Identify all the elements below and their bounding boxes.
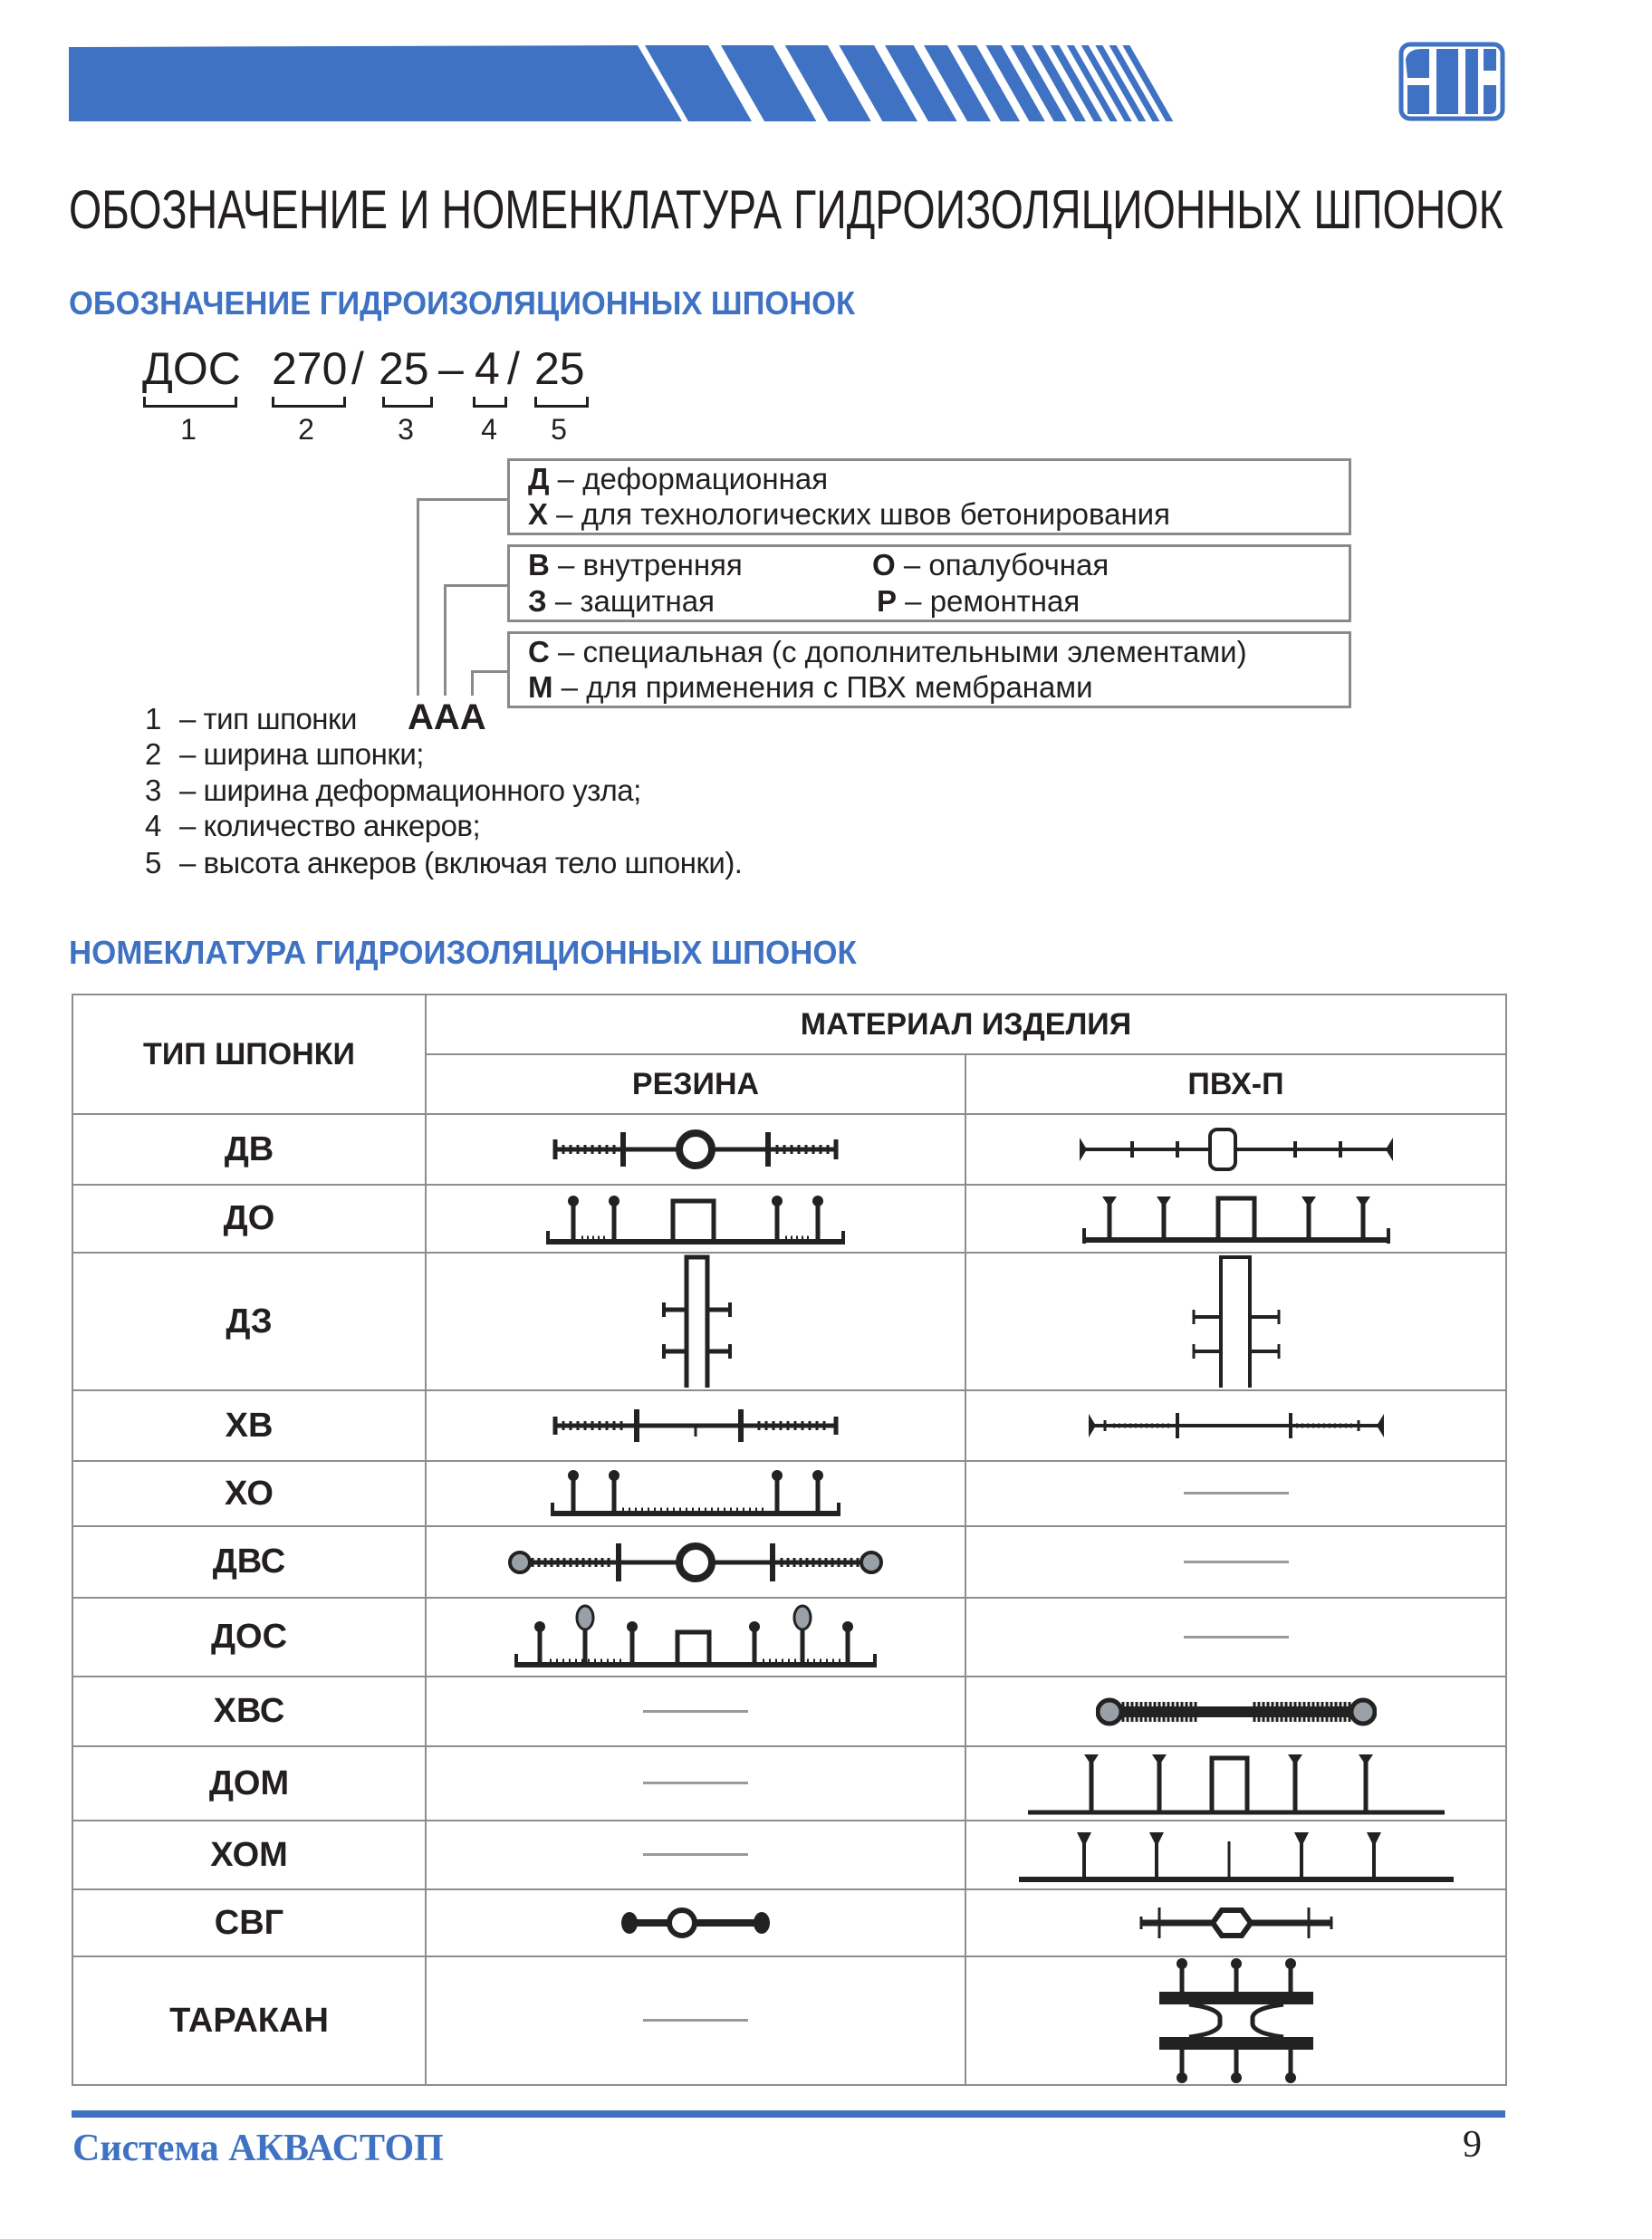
nomenclature-table: [72, 994, 1507, 2086]
profile-cell-rubber: [426, 1253, 965, 1390]
code-part-width: 270: [272, 343, 348, 394]
profile-drawing-pvc: [966, 1398, 1505, 1453]
profile-drawing-rubber: [427, 1118, 965, 1181]
col-header-material: МАТЕРИАЛ ИЗДЕЛИЯ: [426, 995, 1506, 1054]
not-available-dash: [643, 1710, 748, 1713]
profile-drawing-rubber: [427, 1187, 965, 1251]
legend-item: 2 – ширина шпонки;: [145, 737, 424, 771]
table-row: [72, 1956, 1506, 2085]
legend-item: 3 – ширина деформационного узла;: [145, 774, 641, 807]
type-code-placeholder: ААА: [408, 697, 486, 737]
profile-cell-rubber: [426, 1526, 965, 1598]
row-type: ХО: [72, 1461, 426, 1526]
col-header-type: ТИП ШПОНКИ: [72, 995, 426, 1114]
profile-drawing-rubber: [427, 1398, 965, 1453]
bracket: [534, 397, 589, 408]
box-line: Р – ремонтная: [877, 584, 1081, 618]
box-line: В – внутренняя: [528, 548, 743, 581]
profile-drawing-pvc: [966, 1689, 1505, 1735]
profile-cell-rubber: [426, 1461, 965, 1526]
not-available-dash: [1184, 1561, 1289, 1563]
code-dash: –: [438, 343, 464, 394]
bracket: [143, 397, 237, 408]
profile-drawing-pvc: [966, 1118, 1505, 1181]
type-letter-box-1: [507, 458, 1351, 535]
nomenclature-heading: НОМЕКЛАТУРА ГИДРОИЗОЛЯЦИОННЫХ ШПОНОК: [69, 934, 857, 971]
page-title: ОБОЗНАЧЕНИЕ И НОМЕНКЛАТУРА ГИДРОИЗОЛЯЦИОННЫХ ШПОНОК: [69, 179, 1503, 240]
profile-cell-pvc: [965, 1821, 1506, 1889]
bracket: [272, 397, 346, 408]
table-row: [72, 1821, 1506, 1889]
legend-item: 5 – высота анкеров (включая тело шпонки).: [145, 846, 743, 879]
code-separator: /: [351, 343, 364, 394]
table-row: [72, 1253, 1506, 1390]
box-line: З – защитная: [528, 584, 716, 618]
profile-drawing-pvc: [966, 1900, 1505, 1946]
type-letter-box-2: [507, 544, 1351, 622]
code-part-joint-width: 25: [379, 343, 429, 394]
footer-rule: [72, 2110, 1505, 2118]
code-part-anchor-height: 25: [534, 343, 585, 394]
profile-drawing-rubber: [427, 1900, 965, 1946]
profile-drawing-pvc: [966, 1254, 1505, 1389]
legend-item: 1 – тип шпонки: [145, 702, 357, 735]
row-type: ДВС: [72, 1526, 426, 1598]
profile-drawing-pvc: [966, 1957, 1505, 2084]
table-row: [72, 1677, 1506, 1746]
profile-cell-rubber: [426, 1185, 965, 1253]
box-line: Х – для технологических швов бетонирования: [528, 497, 1170, 531]
profile-cell-rubber: [426, 1889, 965, 1956]
profile-cell-pvc: [965, 1461, 1506, 1526]
code-part-type: ДОС: [142, 343, 241, 394]
table-row: [72, 1390, 1506, 1461]
col-header-pvc: ПВХ-П: [965, 1054, 1506, 1114]
row-type: ДВ: [72, 1114, 426, 1185]
code-index: 5: [551, 413, 567, 446]
table-row: [72, 1114, 1506, 1185]
profile-cell-rubber: [426, 1956, 965, 2085]
code-part-anchor-count: 4: [475, 343, 500, 394]
profile-drawing-rubber: [427, 1601, 965, 1674]
profile-cell-pvc: [965, 1526, 1506, 1598]
box-line: М – для применения с ПВХ мембранами: [528, 670, 1093, 704]
table-row: [72, 1598, 1506, 1677]
table-row: [72, 1746, 1506, 1821]
bracket: [473, 397, 507, 408]
profile-drawing-pvc: [966, 1747, 1505, 1820]
row-type: ДОС: [72, 1598, 426, 1677]
not-available-dash: [643, 1782, 748, 1784]
profile-cell-rubber: [426, 1114, 965, 1185]
profile-cell-pvc: [965, 1185, 1506, 1253]
col-header-rubber: РЕЗИНА: [426, 1054, 965, 1114]
profile-cell-rubber: [426, 1598, 965, 1677]
profile-cell-rubber: [426, 1390, 965, 1461]
profile-cell-rubber: [426, 1677, 965, 1746]
profile-drawing-pvc: [966, 1823, 1505, 1887]
row-type: ХВС: [72, 1677, 426, 1746]
profile-cell-pvc: [965, 1598, 1506, 1677]
profile-cell-pvc: [965, 1390, 1506, 1461]
header-stripe-band: [0, 0, 1377, 127]
profile-cell-rubber: [426, 1746, 965, 1821]
connector-line: [471, 670, 474, 696]
connector-line: [471, 670, 507, 673]
legend-item: 4 – количество анкеров;: [145, 809, 481, 842]
not-available-dash: [1184, 1636, 1289, 1638]
type-letter-box-3: [507, 631, 1351, 708]
profile-drawing-rubber: [427, 1531, 965, 1594]
profile-drawing-pvc: [966, 1187, 1505, 1251]
connector-line: [444, 584, 507, 587]
table-row: [72, 1185, 1506, 1253]
code-separator: /: [507, 343, 520, 394]
page-number: 9: [1463, 2124, 1482, 2166]
connector-line: [444, 584, 447, 696]
box-line: С – специальная (с дополнительными элементами): [528, 635, 1247, 668]
code-index: 4: [481, 413, 497, 446]
row-type: ХВ: [72, 1390, 426, 1461]
box-line: О – опалубочная: [872, 548, 1109, 581]
profile-cell-rubber: [426, 1821, 965, 1889]
code-index: 2: [298, 413, 314, 446]
profile-cell-pvc: [965, 1889, 1506, 1956]
profile-cell-pvc: [965, 1956, 1506, 2085]
table-row: [72, 1889, 1506, 1956]
code-index: 3: [398, 413, 414, 446]
row-type: ТАРАКАН: [72, 1956, 426, 2085]
company-logo: [1398, 42, 1505, 121]
row-type: ДО: [72, 1185, 426, 1253]
not-available-dash: [643, 1853, 748, 1856]
band-solid: [69, 45, 682, 121]
profile-cell-pvc: [965, 1746, 1506, 1821]
connector-line: [417, 498, 507, 501]
not-available-dash: [1184, 1492, 1289, 1494]
box-line: Д – деформационная: [528, 462, 829, 495]
profile-drawing-rubber: [427, 1254, 965, 1389]
not-available-dash: [643, 2019, 748, 2022]
profile-drawing-rubber: [427, 1466, 965, 1521]
row-type: ХОМ: [72, 1821, 426, 1889]
table-row: [72, 1526, 1506, 1598]
profile-cell-pvc: [965, 1114, 1506, 1185]
profile-cell-pvc: [965, 1677, 1506, 1746]
connector-line: [417, 498, 419, 696]
profile-cell-pvc: [965, 1253, 1506, 1390]
bracket: [382, 397, 433, 408]
code-index: 1: [180, 413, 197, 446]
row-type: СВГ: [72, 1889, 426, 1956]
footer-brand: Система АКВАСТОП: [72, 2128, 444, 2169]
designation-heading: ОБОЗНАЧЕНИЕ ГИДРОИЗОЛЯЦИОННЫХ ШПОНОК: [69, 284, 855, 322]
row-type: ДЗ: [72, 1253, 426, 1390]
row-type: ДОМ: [72, 1746, 426, 1821]
table-row: [72, 1461, 1506, 1526]
